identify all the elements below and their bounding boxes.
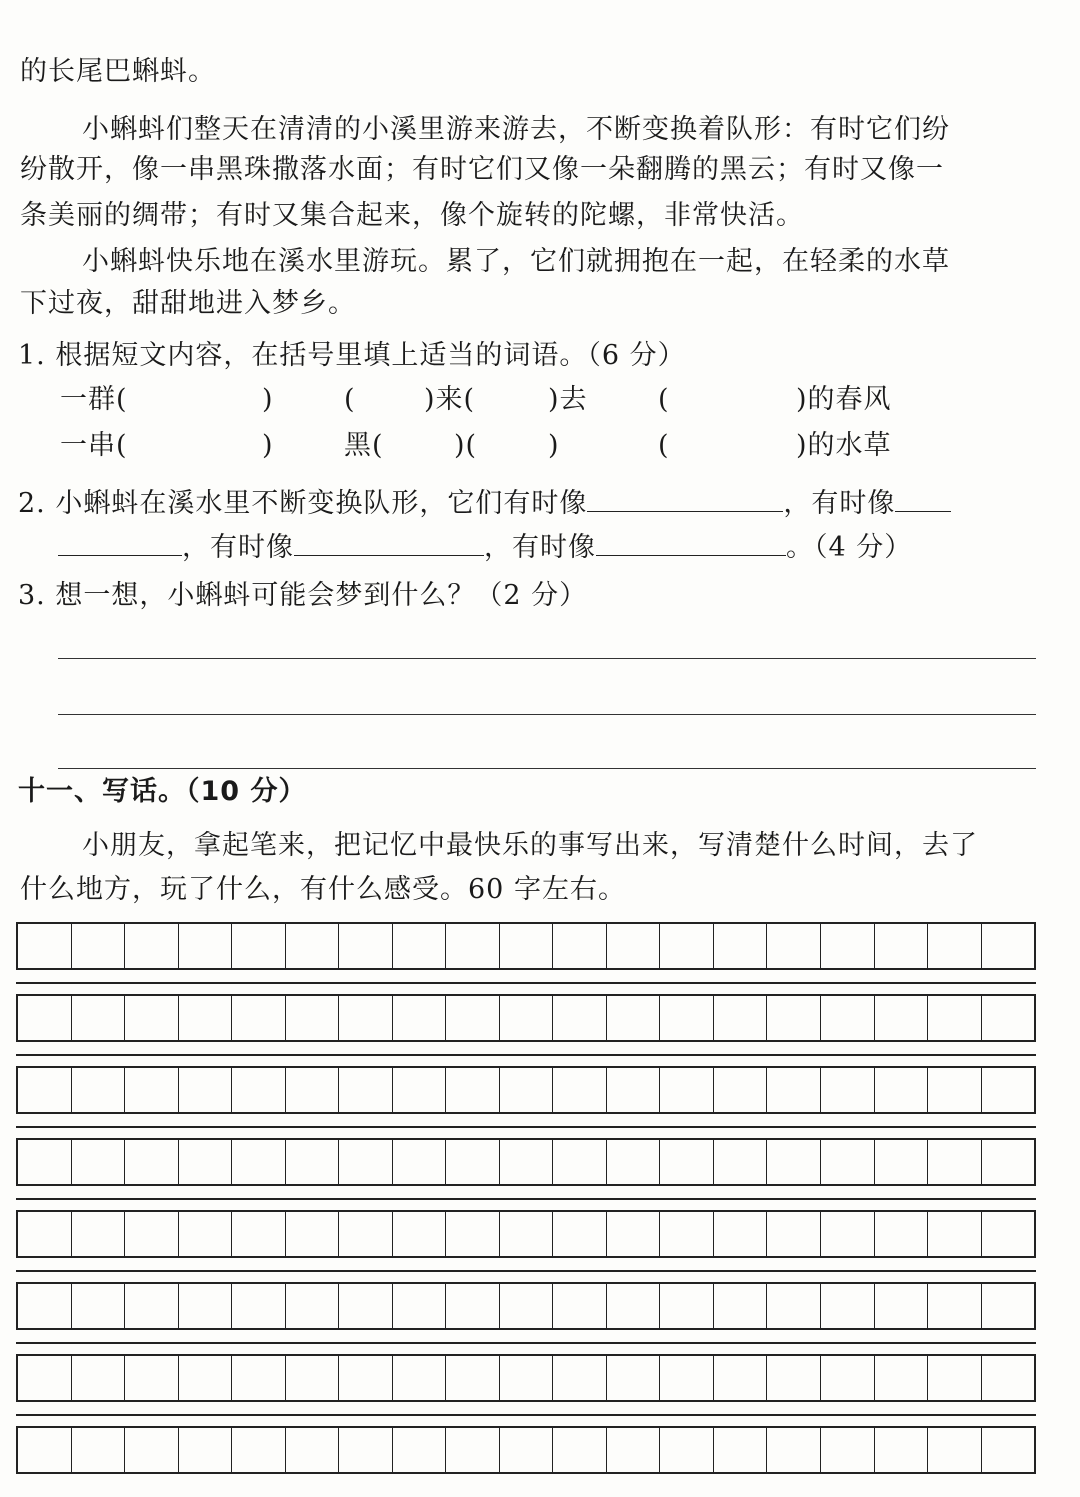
grid-cell[interactable] xyxy=(18,1428,72,1472)
grid-cell[interactable] xyxy=(286,1068,340,1112)
grid-cell[interactable] xyxy=(553,1428,607,1472)
grid-cell[interactable] xyxy=(339,1284,393,1328)
grid-cell[interactable] xyxy=(607,1356,661,1400)
grid-cell[interactable] xyxy=(72,1212,126,1256)
grid-cell[interactable] xyxy=(500,1284,554,1328)
grid-cell[interactable] xyxy=(286,996,340,1040)
grid-cell[interactable] xyxy=(286,1140,340,1184)
grid-cell[interactable] xyxy=(928,1212,982,1256)
question-3-prompt: 3. 想一想，小蝌蚪可能会梦到什么？（2 分） xyxy=(18,580,588,611)
grid-cell[interactable] xyxy=(982,1356,1035,1400)
grid-cell[interactable] xyxy=(179,996,233,1040)
grid-cell[interactable] xyxy=(393,1428,447,1472)
grid-cell[interactable] xyxy=(18,1212,72,1256)
grid-cell[interactable] xyxy=(446,996,500,1040)
grid-cell[interactable] xyxy=(660,1284,714,1328)
grid-cell[interactable] xyxy=(286,924,340,968)
grid-cell[interactable] xyxy=(125,1140,179,1184)
grid-cell[interactable] xyxy=(660,1428,714,1472)
grid-cell[interactable] xyxy=(875,1140,929,1184)
grid-cell[interactable] xyxy=(767,1428,821,1472)
grid-cell[interactable] xyxy=(393,924,447,968)
grid-cell[interactable] xyxy=(767,924,821,968)
grid-cell[interactable] xyxy=(660,996,714,1040)
grid-cell[interactable] xyxy=(232,924,286,968)
grid-cell[interactable] xyxy=(928,1068,982,1112)
grid-cell[interactable] xyxy=(928,1284,982,1328)
grid-row xyxy=(16,1282,1036,1330)
grid-cell[interactable] xyxy=(660,1212,714,1256)
q1-row2-c-close: )的水草 xyxy=(796,430,892,461)
grid-cell[interactable] xyxy=(982,1140,1035,1184)
grid-cell[interactable] xyxy=(18,1068,72,1112)
grid-cell[interactable] xyxy=(982,996,1035,1040)
q2-end-text: 。（4 分） xyxy=(786,532,913,563)
grid-cell[interactable] xyxy=(875,996,929,1040)
grid-cell[interactable] xyxy=(767,1212,821,1256)
grid-cell[interactable] xyxy=(982,1284,1035,1328)
grid-cell[interactable] xyxy=(500,1212,554,1256)
grid-cell[interactable] xyxy=(500,1356,554,1400)
grid-cell[interactable] xyxy=(72,1140,126,1184)
section-11-heading: 十一、写话。（10 分） xyxy=(18,776,307,807)
passage-paragraph-2-line-1: 小蝌蚪们整天在清清的小溪里游来游去，不断变换着队形：有时它们纷 xyxy=(82,114,950,145)
grid-cell[interactable] xyxy=(875,1068,929,1112)
q3-answer-line-1[interactable] xyxy=(58,658,1036,659)
q1-row2-a-close: ) xyxy=(262,430,274,461)
question-2-line-1 xyxy=(18,482,951,524)
grid-cell[interactable] xyxy=(179,1140,233,1184)
grid-cell[interactable] xyxy=(179,1068,233,1112)
grid-cell[interactable] xyxy=(232,1140,286,1184)
grid-cell[interactable] xyxy=(339,1212,393,1256)
question-1-prompt: 1. 根据短文内容，在括号里填上适当的词语。（6 分） xyxy=(18,340,686,371)
grid-row xyxy=(16,1426,1036,1474)
grid-cell[interactable] xyxy=(125,996,179,1040)
q2-answer-blank-2-end[interactable] xyxy=(58,526,182,556)
grid-cell[interactable] xyxy=(446,1140,500,1184)
grid-cell[interactable] xyxy=(286,1356,340,1400)
grid-cell[interactable] xyxy=(18,1356,72,1400)
grid-cell[interactable] xyxy=(660,924,714,968)
grid-cell[interactable] xyxy=(767,996,821,1040)
grid-cell[interactable] xyxy=(179,1356,233,1400)
grid-row-divider xyxy=(16,1126,1036,1128)
passage-line-1: 的长尾巴蝌蚪。 xyxy=(20,56,216,87)
grid-cell[interactable] xyxy=(714,996,768,1040)
grid-cell[interactable] xyxy=(18,1284,72,1328)
q1-row1-a-open: 一群( xyxy=(60,384,128,415)
q2-answer-blank-3[interactable] xyxy=(294,526,484,556)
grid-cell[interactable] xyxy=(232,1212,286,1256)
grid-row-divider xyxy=(16,1198,1036,1200)
grid-row xyxy=(16,994,1036,1042)
q3-answer-line-2[interactable] xyxy=(58,714,1036,715)
grid-cell[interactable] xyxy=(339,1068,393,1112)
grid-cell[interactable] xyxy=(767,1284,821,1328)
section-11-instruction-line-1: 小朋友，拿起笔来，把记忆中最快乐的事写出来，写清楚什么时间，去了 xyxy=(82,830,978,861)
q1-row1-b-mid: )来( xyxy=(424,384,476,415)
grid-cell[interactable] xyxy=(72,996,126,1040)
grid-cell[interactable] xyxy=(125,924,179,968)
q1-row2-c-open: ( xyxy=(658,430,670,461)
grid-cell[interactable] xyxy=(446,1068,500,1112)
grid-row xyxy=(16,1354,1036,1402)
grid-cell[interactable] xyxy=(339,1140,393,1184)
grid-cell[interactable] xyxy=(875,1284,929,1328)
q1-row1-a-close: ) xyxy=(262,384,274,415)
grid-cell[interactable] xyxy=(607,1140,661,1184)
q2-mid-text: ，有时像 xyxy=(783,488,896,519)
q3-answer-line-3[interactable] xyxy=(58,768,1036,769)
grid-cell[interactable] xyxy=(928,1428,982,1472)
q2-answer-blank-4[interactable] xyxy=(596,526,786,556)
grid-cell[interactable] xyxy=(821,1140,875,1184)
q2-text-a: ，有时像 xyxy=(182,532,294,563)
grid-cell[interactable] xyxy=(286,1284,340,1328)
grid-cell[interactable] xyxy=(179,1428,233,1472)
grid-cell[interactable] xyxy=(553,996,607,1040)
grid-cell[interactable] xyxy=(72,1068,126,1112)
grid-cell[interactable] xyxy=(607,1428,661,1472)
grid-cell[interactable] xyxy=(875,1212,929,1256)
grid-cell[interactable] xyxy=(714,1212,768,1256)
grid-cell[interactable] xyxy=(232,1356,286,1400)
grid-row-divider xyxy=(16,1270,1036,1272)
grid-cell[interactable] xyxy=(928,924,982,968)
q1-row2-b-mid: )( xyxy=(454,430,478,461)
grid-cell[interactable] xyxy=(125,1212,179,1256)
grid-cell[interactable] xyxy=(72,1284,126,1328)
grid-row xyxy=(16,1210,1036,1258)
grid-row xyxy=(16,1066,1036,1114)
grid-cell[interactable] xyxy=(393,1212,447,1256)
q1-row1-b-open: ( xyxy=(344,384,356,415)
grid-cell[interactable] xyxy=(553,1284,607,1328)
q1-row1-c-open: ( xyxy=(658,384,670,415)
q1-row2-a-open: 一串( xyxy=(60,430,128,461)
grid-cell[interactable] xyxy=(232,996,286,1040)
q2-prompt-text: 2. 小蝌蚪在溪水里不断变换队形，它们有时像 xyxy=(18,488,588,519)
q2-answer-blank-2-start[interactable] xyxy=(895,482,951,512)
grid-cell[interactable] xyxy=(660,1356,714,1400)
q1-row1-b-close: )去 xyxy=(548,384,588,415)
question-2-line-2 xyxy=(58,526,912,568)
grid-cell[interactable] xyxy=(821,924,875,968)
passage-paragraph-3-line-1: 小蝌蚪快乐地在溪水里游玩。累了，它们就拥抱在一起，在轻柔的水草 xyxy=(82,246,950,277)
grid-cell[interactable] xyxy=(982,1068,1035,1112)
grid-row-divider xyxy=(16,982,1036,984)
grid-cell[interactable] xyxy=(714,1284,768,1328)
passage-paragraph-2-line-2: 纷散开，像一串黑珠撒落水面；有时它们又像一朵翻腾的黑云；有时又像一 xyxy=(20,154,944,185)
grid-cell[interactable] xyxy=(821,1212,875,1256)
q1-row1-c-close: )的春风 xyxy=(796,384,892,415)
grid-cell[interactable] xyxy=(393,996,447,1040)
grid-cell[interactable] xyxy=(446,1356,500,1400)
grid-cell[interactable] xyxy=(232,1068,286,1112)
grid-cell[interactable] xyxy=(607,996,661,1040)
grid-cell[interactable] xyxy=(767,1068,821,1112)
grid-cell[interactable] xyxy=(607,924,661,968)
grid-cell[interactable] xyxy=(821,1356,875,1400)
grid-cell[interactable] xyxy=(125,1356,179,1400)
grid-cell[interactable] xyxy=(179,1284,233,1328)
grid-cell[interactable] xyxy=(500,1068,554,1112)
grid-cell[interactable] xyxy=(232,1284,286,1328)
grid-cell[interactable] xyxy=(660,1068,714,1112)
grid-cell[interactable] xyxy=(553,1212,607,1256)
grid-cell[interactable] xyxy=(821,1428,875,1472)
grid-cell[interactable] xyxy=(18,1140,72,1184)
q1-row2-b-open: 黑( xyxy=(344,430,384,461)
grid-cell[interactable] xyxy=(553,1356,607,1400)
grid-cell[interactable] xyxy=(72,924,126,968)
grid-cell[interactable] xyxy=(339,996,393,1040)
grid-cell[interactable] xyxy=(660,1140,714,1184)
grid-cell[interactable] xyxy=(18,996,72,1040)
grid-cell[interactable] xyxy=(339,1428,393,1472)
grid-row xyxy=(16,1138,1036,1186)
section-11-instruction-line-2: 什么地方，玩了什么，有什么感受。60 字左右。 xyxy=(20,874,626,905)
grid-cell[interactable] xyxy=(339,1356,393,1400)
grid-cell[interactable] xyxy=(714,1140,768,1184)
grid-cell[interactable] xyxy=(821,1284,875,1328)
passage-paragraph-2-line-3: 条美丽的绸带；有时又集合起来，像个旋转的陀螺，非常快活。 xyxy=(20,200,804,231)
grid-cell[interactable] xyxy=(446,1428,500,1472)
grid-cell[interactable] xyxy=(714,1068,768,1112)
grid-cell[interactable] xyxy=(179,924,233,968)
grid-row-divider xyxy=(16,1342,1036,1344)
grid-cell[interactable] xyxy=(875,924,929,968)
grid-cell[interactable] xyxy=(286,1428,340,1472)
grid-cell[interactable] xyxy=(500,996,554,1040)
grid-cell[interactable] xyxy=(607,1068,661,1112)
grid-cell[interactable] xyxy=(875,1356,929,1400)
passage-paragraph-3-line-2: 下过夜，甜甜地进入梦乡。 xyxy=(20,288,356,319)
grid-cell[interactable] xyxy=(286,1212,340,1256)
grid-cell[interactable] xyxy=(928,1356,982,1400)
grid-cell[interactable] xyxy=(714,924,768,968)
grid-cell[interactable] xyxy=(72,1428,126,1472)
q2-text-b: ，有时像 xyxy=(484,532,596,563)
grid-row-divider xyxy=(16,1054,1036,1056)
grid-cell[interactable] xyxy=(393,1068,447,1112)
grid-cell[interactable] xyxy=(553,924,607,968)
grid-cell[interactable] xyxy=(714,1428,768,1472)
grid-cell[interactable] xyxy=(553,1140,607,1184)
grid-cell[interactable] xyxy=(607,1212,661,1256)
grid-cell[interactable] xyxy=(982,1212,1035,1256)
q2-answer-blank-1[interactable] xyxy=(587,482,783,512)
grid-cell[interactable] xyxy=(393,1356,447,1400)
grid-cell[interactable] xyxy=(125,1284,179,1328)
grid-cell[interactable] xyxy=(393,1284,447,1328)
grid-cell[interactable] xyxy=(446,924,500,968)
grid-cell[interactable] xyxy=(821,996,875,1040)
grid-cell[interactable] xyxy=(72,1356,126,1400)
grid-row xyxy=(16,922,1036,970)
grid-cell[interactable] xyxy=(500,1428,554,1472)
grid-cell[interactable] xyxy=(339,924,393,968)
grid-cell[interactable] xyxy=(500,924,554,968)
grid-cell[interactable] xyxy=(714,1356,768,1400)
grid-cell[interactable] xyxy=(500,1140,554,1184)
grid-cell[interactable] xyxy=(179,1212,233,1256)
grid-cell[interactable] xyxy=(125,1068,179,1112)
grid-cell[interactable] xyxy=(982,924,1035,968)
grid-cell[interactable] xyxy=(928,996,982,1040)
grid-cell[interactable] xyxy=(446,1212,500,1256)
grid-cell[interactable] xyxy=(821,1068,875,1112)
grid-cell[interactable] xyxy=(232,1428,286,1472)
grid-cell[interactable] xyxy=(767,1140,821,1184)
grid-cell[interactable] xyxy=(125,1428,179,1472)
grid-cell[interactable] xyxy=(393,1140,447,1184)
grid-cell[interactable] xyxy=(928,1140,982,1184)
writing-grid xyxy=(16,922,1036,1474)
grid-cell[interactable] xyxy=(607,1284,661,1328)
grid-cell[interactable] xyxy=(446,1284,500,1328)
grid-cell[interactable] xyxy=(875,1428,929,1472)
grid-cell[interactable] xyxy=(982,1428,1035,1472)
grid-cell[interactable] xyxy=(767,1356,821,1400)
grid-cell[interactable] xyxy=(553,1068,607,1112)
q1-row2-b-close: ) xyxy=(548,430,560,461)
grid-row-divider xyxy=(16,1414,1036,1416)
grid-cell[interactable] xyxy=(18,924,72,968)
